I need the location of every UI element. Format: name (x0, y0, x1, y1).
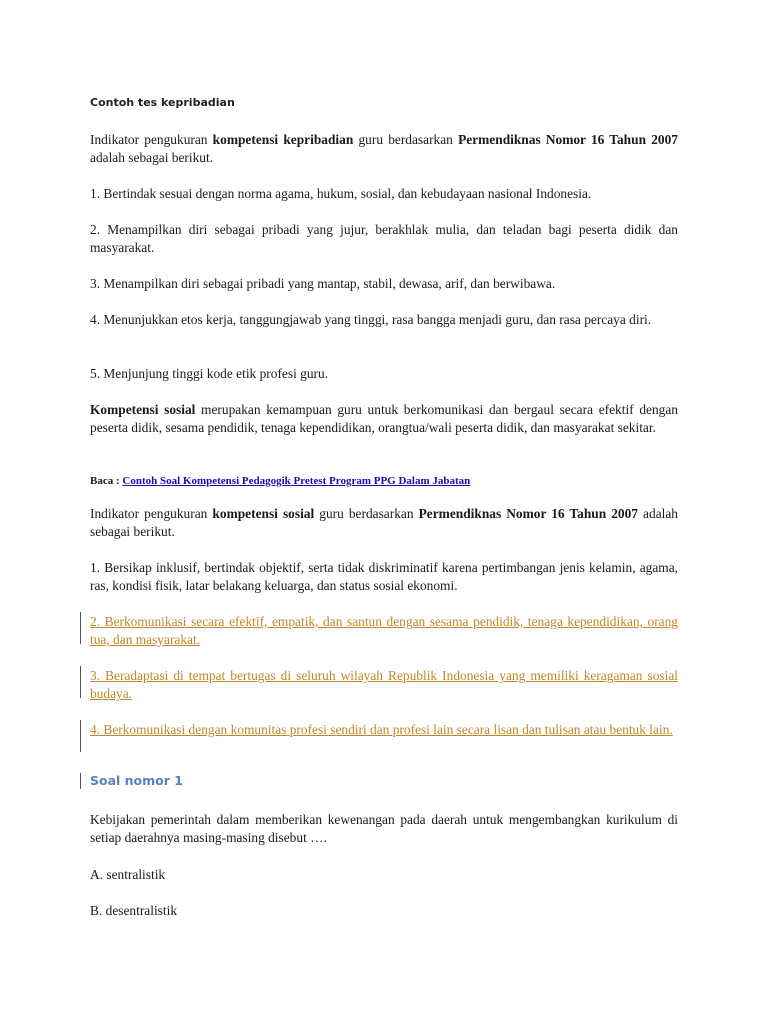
kepribadian-item-5: 5. Menjunjung tinggi kode etik profesi guru. (90, 366, 329, 381)
kepribadian-intro: Indikator pengukuran kompetensi kepribadian guru berdasarkan Permendiknas Nomor 16 Tahun 2007 adalah sebagai berikut. (90, 132, 678, 165)
baca-line: Baca : Contoh Soal Kompetensi Pedagogik Pretest Program PPG Dalam Jabatan (90, 475, 471, 487)
option-a: A. sentralistik (90, 867, 166, 882)
sosial-definition: Kompetensi sosial merupakan kemampuan guru untuk berkomunikasi dan bergaul secara efektif dengan peserta didik, sesama pendidik, tenaga kependidikan, orangtua/wali peserta didik, dan masyarakat sekitar. (90, 402, 678, 435)
soal-heading: Soal nomor 1 (90, 773, 183, 788)
question-text: Kebijakan pemerintah dalam memberikan kewenangan pada daerah untuk mengembangkan kurikulum di setiap daerahnya masing-masing disebut …. (90, 812, 678, 845)
sosial-intro: Indikator pengukuran kompetensi sosial guru berdasarkan Permendiknas Nomor 16 Tahun 2007 adalah sebagai berikut. (90, 506, 678, 539)
change-bar (80, 773, 81, 789)
doc-title: Contoh tes kepribadian (90, 96, 235, 109)
sosial-item-1: 1. Bersikap inklusif, bertindak objektif, serta tidak diskriminatif karena pertimbangan jenis kelamin, agama, ras, kondisi fisik, latar belakang keluarga, dan status sosial ekonomi. (90, 560, 678, 593)
change-bar (80, 666, 81, 698)
sosial-item-3: 3. Beradaptasi di tempat bertugas di seluruh wilayah Republik Indonesia yang memiliki keragaman sosial budaya. (90, 668, 678, 701)
kepribadian-item-3: 3. Menampilkan diri sebagai pribadi yang mantap, stabil, dewasa, arif, dan berwibawa. (90, 276, 556, 291)
option-b: B. desentralistik (90, 903, 178, 918)
kepribadian-item-4: 4. Menunjukkan etos kerja, tanggungjawab yang tinggi, rasa bangga menjadi guru, dan rasa percaya diri. (90, 312, 652, 327)
sosial-item-4: 4. Berkomunikasi dengan komunitas profesi sendiri dan profesi lain secara lisan dan tulisan atau bentuk lain. (90, 722, 673, 737)
kepribadian-item-1: 1. Bertindak sesuai dengan norma agama, hukum, sosial, dan kebudayaan nasional Indonesia. (90, 186, 592, 201)
kepribadian-item-2: 2. Menampilkan diri sebagai pribadi yang jujur, berakhlak mulia, dan teladan bagi peserta didik dan masyarakat. (90, 222, 678, 255)
change-bar (80, 720, 81, 752)
change-bar (80, 612, 81, 644)
baca-link[interactable]: Contoh Soal Kompetensi Pedagogik Pretest Program PPG Dalam Jabatan (122, 475, 471, 487)
sosial-item-2: 2. Berkomunikasi secara efektif, empatik, dan santun dengan sesama pendidik, tenaga kependidikan, orang tua, dan masyarakat. (90, 614, 678, 647)
